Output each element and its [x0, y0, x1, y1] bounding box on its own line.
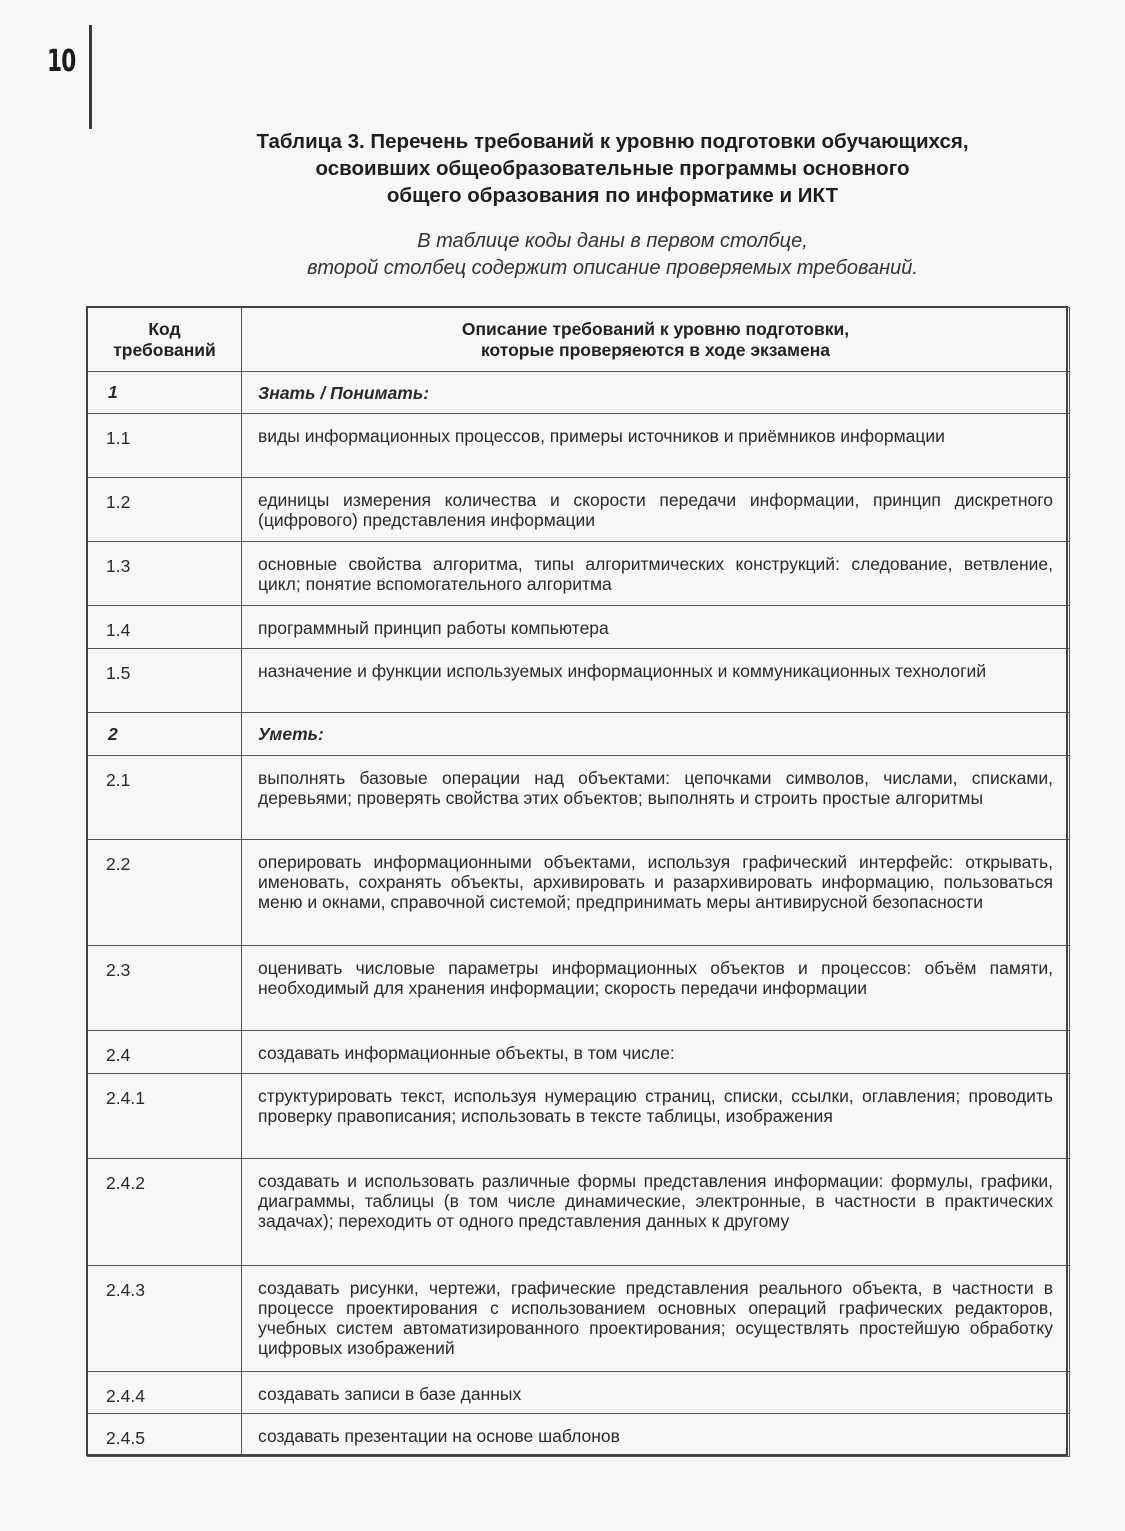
row-code: 2.2 — [88, 840, 242, 946]
table-subtitle-line: второй столбец содержит описание проверяемых требований. — [307, 257, 918, 279]
row-code: 2.1 — [88, 756, 242, 840]
table-row — [88, 649, 1070, 713]
table-row — [88, 1074, 1070, 1159]
row-description: создавать презентации на основе шаблонов — [242, 1414, 1070, 1457]
header-description — [242, 308, 1070, 372]
row-code: 2 — [88, 713, 242, 756]
header-description-line: Описание требований к уровню подготовки, — [461, 318, 850, 339]
header-code-line: требований — [113, 339, 216, 360]
row-description: создавать информационные объекты, в том числе: — [242, 1031, 1070, 1074]
row-code: 2.4.1 — [88, 1074, 242, 1159]
row-code: 1.3 — [88, 542, 242, 606]
table-title-line: освоивших общеобразовательные программы основного — [315, 157, 910, 180]
row-code: 1.5 — [88, 649, 242, 713]
table-row — [88, 840, 1070, 946]
row-description: структурировать текст, используя нумерацию страниц, списки, ссылки, оглавления; проводить проверку правописания; использовать в тексте таблицы, изображения — [242, 1074, 1070, 1159]
row-description: виды информационных процессов, примеры источников и приёмников информации — [242, 414, 1070, 478]
row-description: создавать и использовать различные формы представления информации: формулы, графики, диаграммы, таблицы (в том числе динамические, электронные, в частности в практических задачах); переходить от одного представления данных к другому — [242, 1159, 1070, 1266]
row-description: создавать записи в базе данных — [242, 1372, 1070, 1414]
row-description: выполнять базовые операции над объектами: цепочками символов, числами, списками, деревьями; проверять свойства этих объектов; выполнять и строить простые алгоритмы — [242, 756, 1070, 840]
table-header-row — [88, 308, 1070, 372]
row-code: 2.3 — [88, 946, 242, 1031]
table-row — [88, 946, 1070, 1031]
table-row — [88, 414, 1070, 478]
row-code: 2.4.3 — [88, 1266, 242, 1372]
table-row — [88, 478, 1070, 542]
header-description-line: которые проверяеются в ходе экзамена — [481, 339, 830, 360]
table-row — [88, 1266, 1070, 1372]
row-code: 2.4.2 — [88, 1159, 242, 1266]
header-code — [88, 308, 242, 372]
table-row — [88, 1372, 1070, 1414]
header-code-line: Код — [148, 318, 181, 339]
row-code: 1.2 — [88, 478, 242, 542]
row-description: назначение и функции используемых информационных и коммуникационных технологий — [242, 649, 1070, 713]
table-title-line: общего образования по информатике и ИКТ — [386, 184, 839, 207]
table-row-section — [88, 713, 1070, 756]
row-description: Уметь: — [242, 713, 1070, 756]
page-number: 10 — [47, 44, 76, 79]
table-row — [88, 1031, 1070, 1074]
table-row — [88, 1159, 1070, 1266]
table-title — [100, 128, 1125, 209]
row-code: 1 — [88, 372, 242, 414]
table-row-section — [88, 372, 1070, 414]
row-description: программный принцип работы компьютера — [242, 606, 1070, 649]
row-code: 1.4 — [88, 606, 242, 649]
row-description: единицы измерения количества и скорости передачи информации, принцип дискретного (цифрового) представления информации — [242, 478, 1070, 542]
table-title-line: Таблица 3. Перечень требований к уровню подготовки обучающихся, — [256, 130, 969, 153]
row-description: Знать / Понимать: — [242, 372, 1070, 414]
row-description: оценивать числовые параметры информационных объектов и процессов: объём памяти, необходимый для хранения информации; скорость передачи информации — [242, 946, 1070, 1031]
margin-rule — [89, 25, 92, 129]
table-row — [88, 542, 1070, 606]
row-code: 1.1 — [88, 414, 242, 478]
row-description: основные свойства алгоритма, типы алгоритмических конструкций: следование, ветвление, цикл; понятие вспомогательного алгоритма — [242, 542, 1070, 606]
row-code: 2.4 — [88, 1031, 242, 1074]
row-description: оперировать информационными объектами, используя графический интерфейс: открывать, именовать, сохранять объекты, архивировать и разархивировать информацию, пользоваться меню и окнами, справочной системой; предпринимать меры антивирусной безопасности — [242, 840, 1070, 946]
table-row — [88, 606, 1070, 649]
requirements-table — [87, 307, 1070, 1457]
table-row — [88, 756, 1070, 840]
row-code: 2.4.4 — [88, 1372, 242, 1414]
table-row — [88, 1414, 1070, 1457]
table-subtitle-line: В таблице коды даны в первом столбце, — [417, 230, 808, 252]
row-code: 2.4.5 — [88, 1414, 242, 1457]
row-description: создавать рисунки, чертежи, графические представления реального объекта, в частности в процессе проектирования с использованием основных операций графических редакторов, учебных систем автоматизированного проектирования; осуществлять простейшую обработку цифровых изображений — [242, 1266, 1070, 1372]
table-subtitle — [100, 228, 1125, 282]
